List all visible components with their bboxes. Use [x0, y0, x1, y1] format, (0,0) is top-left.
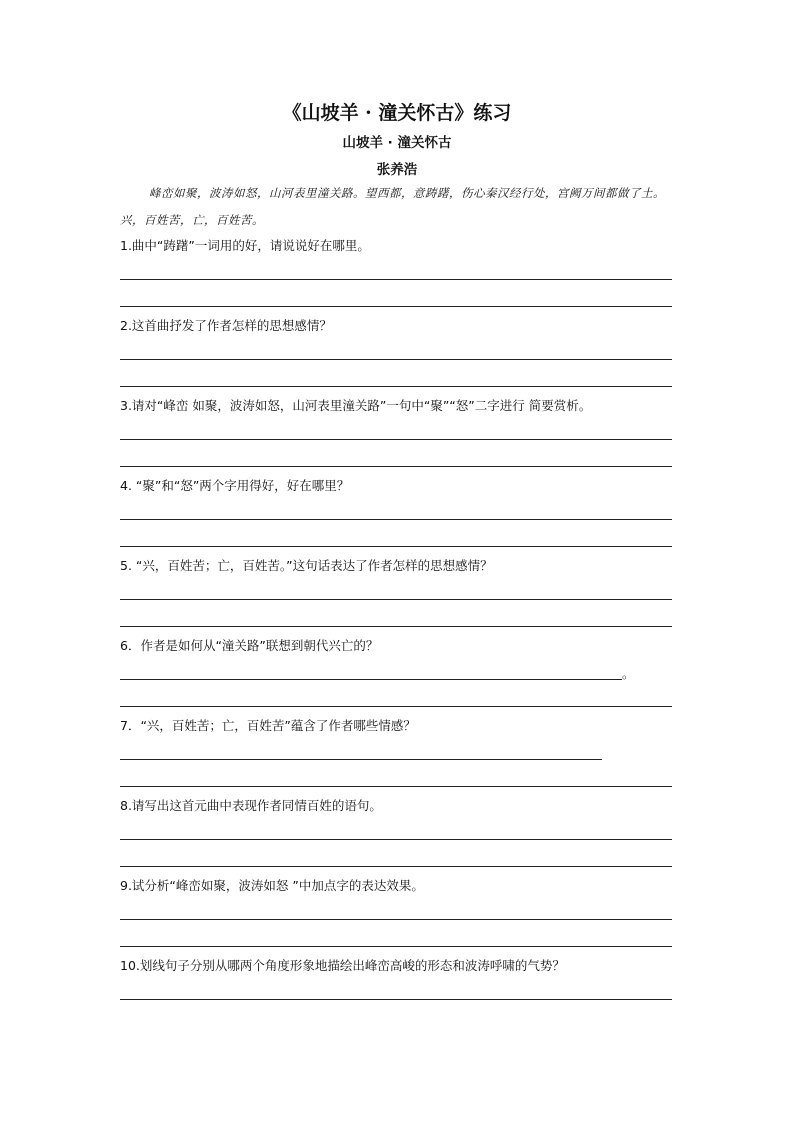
poem-title: 山坡羊 · 潼关怀古	[342, 135, 452, 151]
answer-line	[120, 679, 622, 680]
poem-text: 峰峦如聚，波涛如怒，山河表里潼关路。望西都，意踌躇，伤心秦汉经行处，宫阙万间都做了土。兴，百姓苦，亡，百姓苦。	[120, 186, 665, 227]
question-7: 7．“兴，百姓苦；亡，百姓苦”蕴含了作者哪些情感？	[120, 718, 416, 733]
question-4: 4. “聚”和“怒”两个字用得好，好在哪里？	[120, 478, 350, 493]
answer-line	[120, 706, 672, 707]
answer-line	[120, 386, 672, 387]
answer-line	[120, 466, 672, 467]
question-3: 3.请对“峰峦 如聚，波涛如怒，山河表里潼关路”一句中“聚”“怒”二字进行 简要赏析。	[120, 398, 592, 413]
question-6-suffix: 。	[622, 666, 635, 681]
answer-line	[120, 786, 672, 787]
answer-line	[120, 919, 672, 920]
answer-line	[120, 946, 672, 947]
question-8: 8.请写出这首元曲中表现作者同情百姓的语句。	[120, 798, 382, 813]
answer-line	[120, 439, 672, 440]
question-10: 10.划线句子分别从哪两个角度形象地描绘出峰峦高峻的形态和波涛呼啸的气势？	[120, 958, 565, 973]
poem-author: 张养浩	[376, 162, 418, 178]
question-5: 5. “兴，百姓苦；亡，百姓苦。”这句话表达了作者怎样的思想感情？	[120, 558, 493, 573]
question-9: 9.试分析“峰峦如聚，波涛如怒 ”中加点字的表达效果。	[120, 878, 424, 893]
answer-line	[120, 839, 672, 840]
answer-line	[120, 999, 672, 1000]
question-2: 2.这首曲抒发了作者怎样的思想感情？	[120, 318, 332, 333]
answer-line	[120, 626, 672, 627]
answer-line	[120, 306, 672, 307]
answer-line	[120, 599, 672, 600]
question-6: 6．作者是如何从“潼关路”联想到朝代兴亡的？	[120, 638, 379, 653]
answer-line	[120, 359, 672, 360]
answer-line	[120, 519, 672, 520]
page-title: 《山坡羊 · 潼关怀古》练习	[282, 102, 512, 124]
question-1: 1.曲中“踌躇”一词用的好，请说说好在哪里。	[120, 238, 370, 253]
answer-line	[120, 279, 672, 280]
answer-line	[120, 866, 672, 867]
answer-line	[120, 546, 672, 547]
answer-line	[120, 759, 602, 760]
